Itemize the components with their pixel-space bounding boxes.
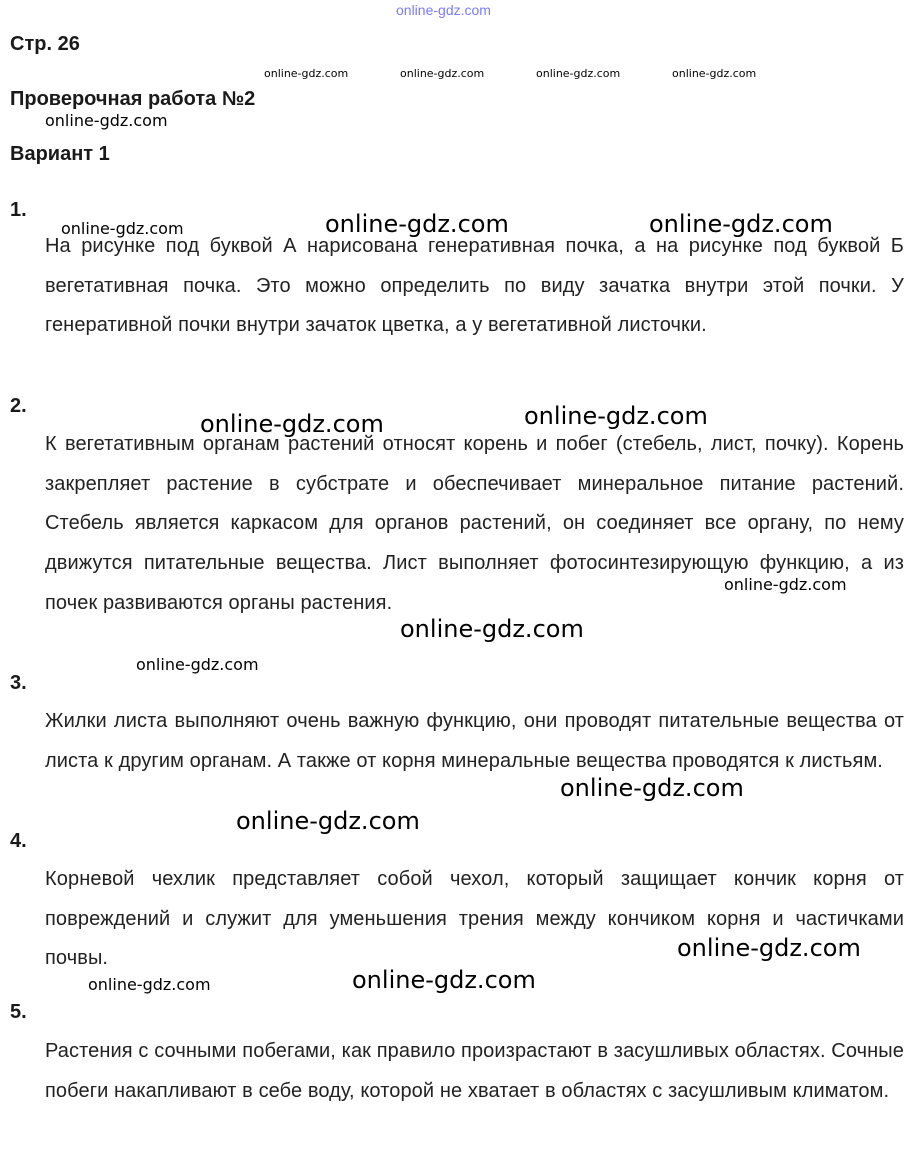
answer-number: 2. — [10, 395, 27, 417]
answer-text: К вегетативным органам растений относят корень и побег (стебель, лист, почку). Корень закрепляет растение в субстрате и обеспечивает минеральное питание растений. Стебель является каркасом для органов растений, он соединяет все органу, по нему движутся питательные вещества. Лист выполняет фотосинтезирующую функцию, а из почек развиваются органы растения. — [45, 433, 904, 614]
watermark: online-gdz.com — [200, 410, 384, 438]
answer-number: 5. — [10, 1001, 27, 1023]
watermark: online-gdz.com — [61, 219, 184, 238]
answer-text: Корневой чехлик представляет собой чехол, который защищает кончик корня от повреждений и служит для уменьшения трения между кончиком корня и частичками почвы. — [45, 868, 904, 970]
watermark: online-gdz.com — [672, 67, 757, 80]
answer-number: 1. — [10, 199, 27, 221]
watermark: online-gdz.com — [396, 2, 491, 18]
watermark: online-gdz.com — [560, 774, 744, 802]
answer-number: 4. — [10, 830, 27, 852]
watermark: online-gdz.com — [677, 934, 861, 962]
watermark: online-gdz.com — [136, 655, 259, 674]
watermark: online-gdz.com — [649, 210, 833, 238]
watermark: online-gdz.com — [400, 67, 485, 80]
watermark: online-gdz.com — [724, 575, 847, 594]
answer-number: 3. — [10, 672, 27, 694]
watermark: online-gdz.com — [536, 67, 621, 80]
page-label: Стр. 26 — [10, 33, 80, 55]
answer-text: Жилки листа выполняют очень важную функцию, они проводят питательные вещества от листа к другим органам. А также от корня минеральные вещества проводятся к листьям. — [45, 710, 904, 772]
watermark: online-gdz.com — [264, 67, 349, 80]
watermark: online-gdz.com — [88, 975, 211, 994]
page-title: Проверочная работа №2 — [10, 88, 256, 110]
watermark: online-gdz.com — [352, 966, 536, 994]
answer-text: Растения с сочными побегами, как правило произрастают в засушливых областях. Сочные побеги накапливают в себе воду, которой не хватает в областях с засушливым климатом. — [45, 1040, 904, 1102]
answer-text: На рисунке под буквой А нарисована генеративная почка, а на рисунке под буквой Б вегетативная почка. Это можно определить по виду зачатка внутри этой почки. У генеративной почки внутри зачаток цветка, а у вегетативной листочки. — [45, 235, 904, 337]
watermark: online-gdz.com — [400, 615, 584, 643]
watermark: online-gdz.com — [236, 807, 420, 835]
watermark: online-gdz.com — [325, 210, 509, 238]
watermark: online-gdz.com — [45, 111, 168, 130]
variant-heading: Вариант 1 — [10, 143, 110, 165]
watermark: online-gdz.com — [524, 402, 708, 430]
